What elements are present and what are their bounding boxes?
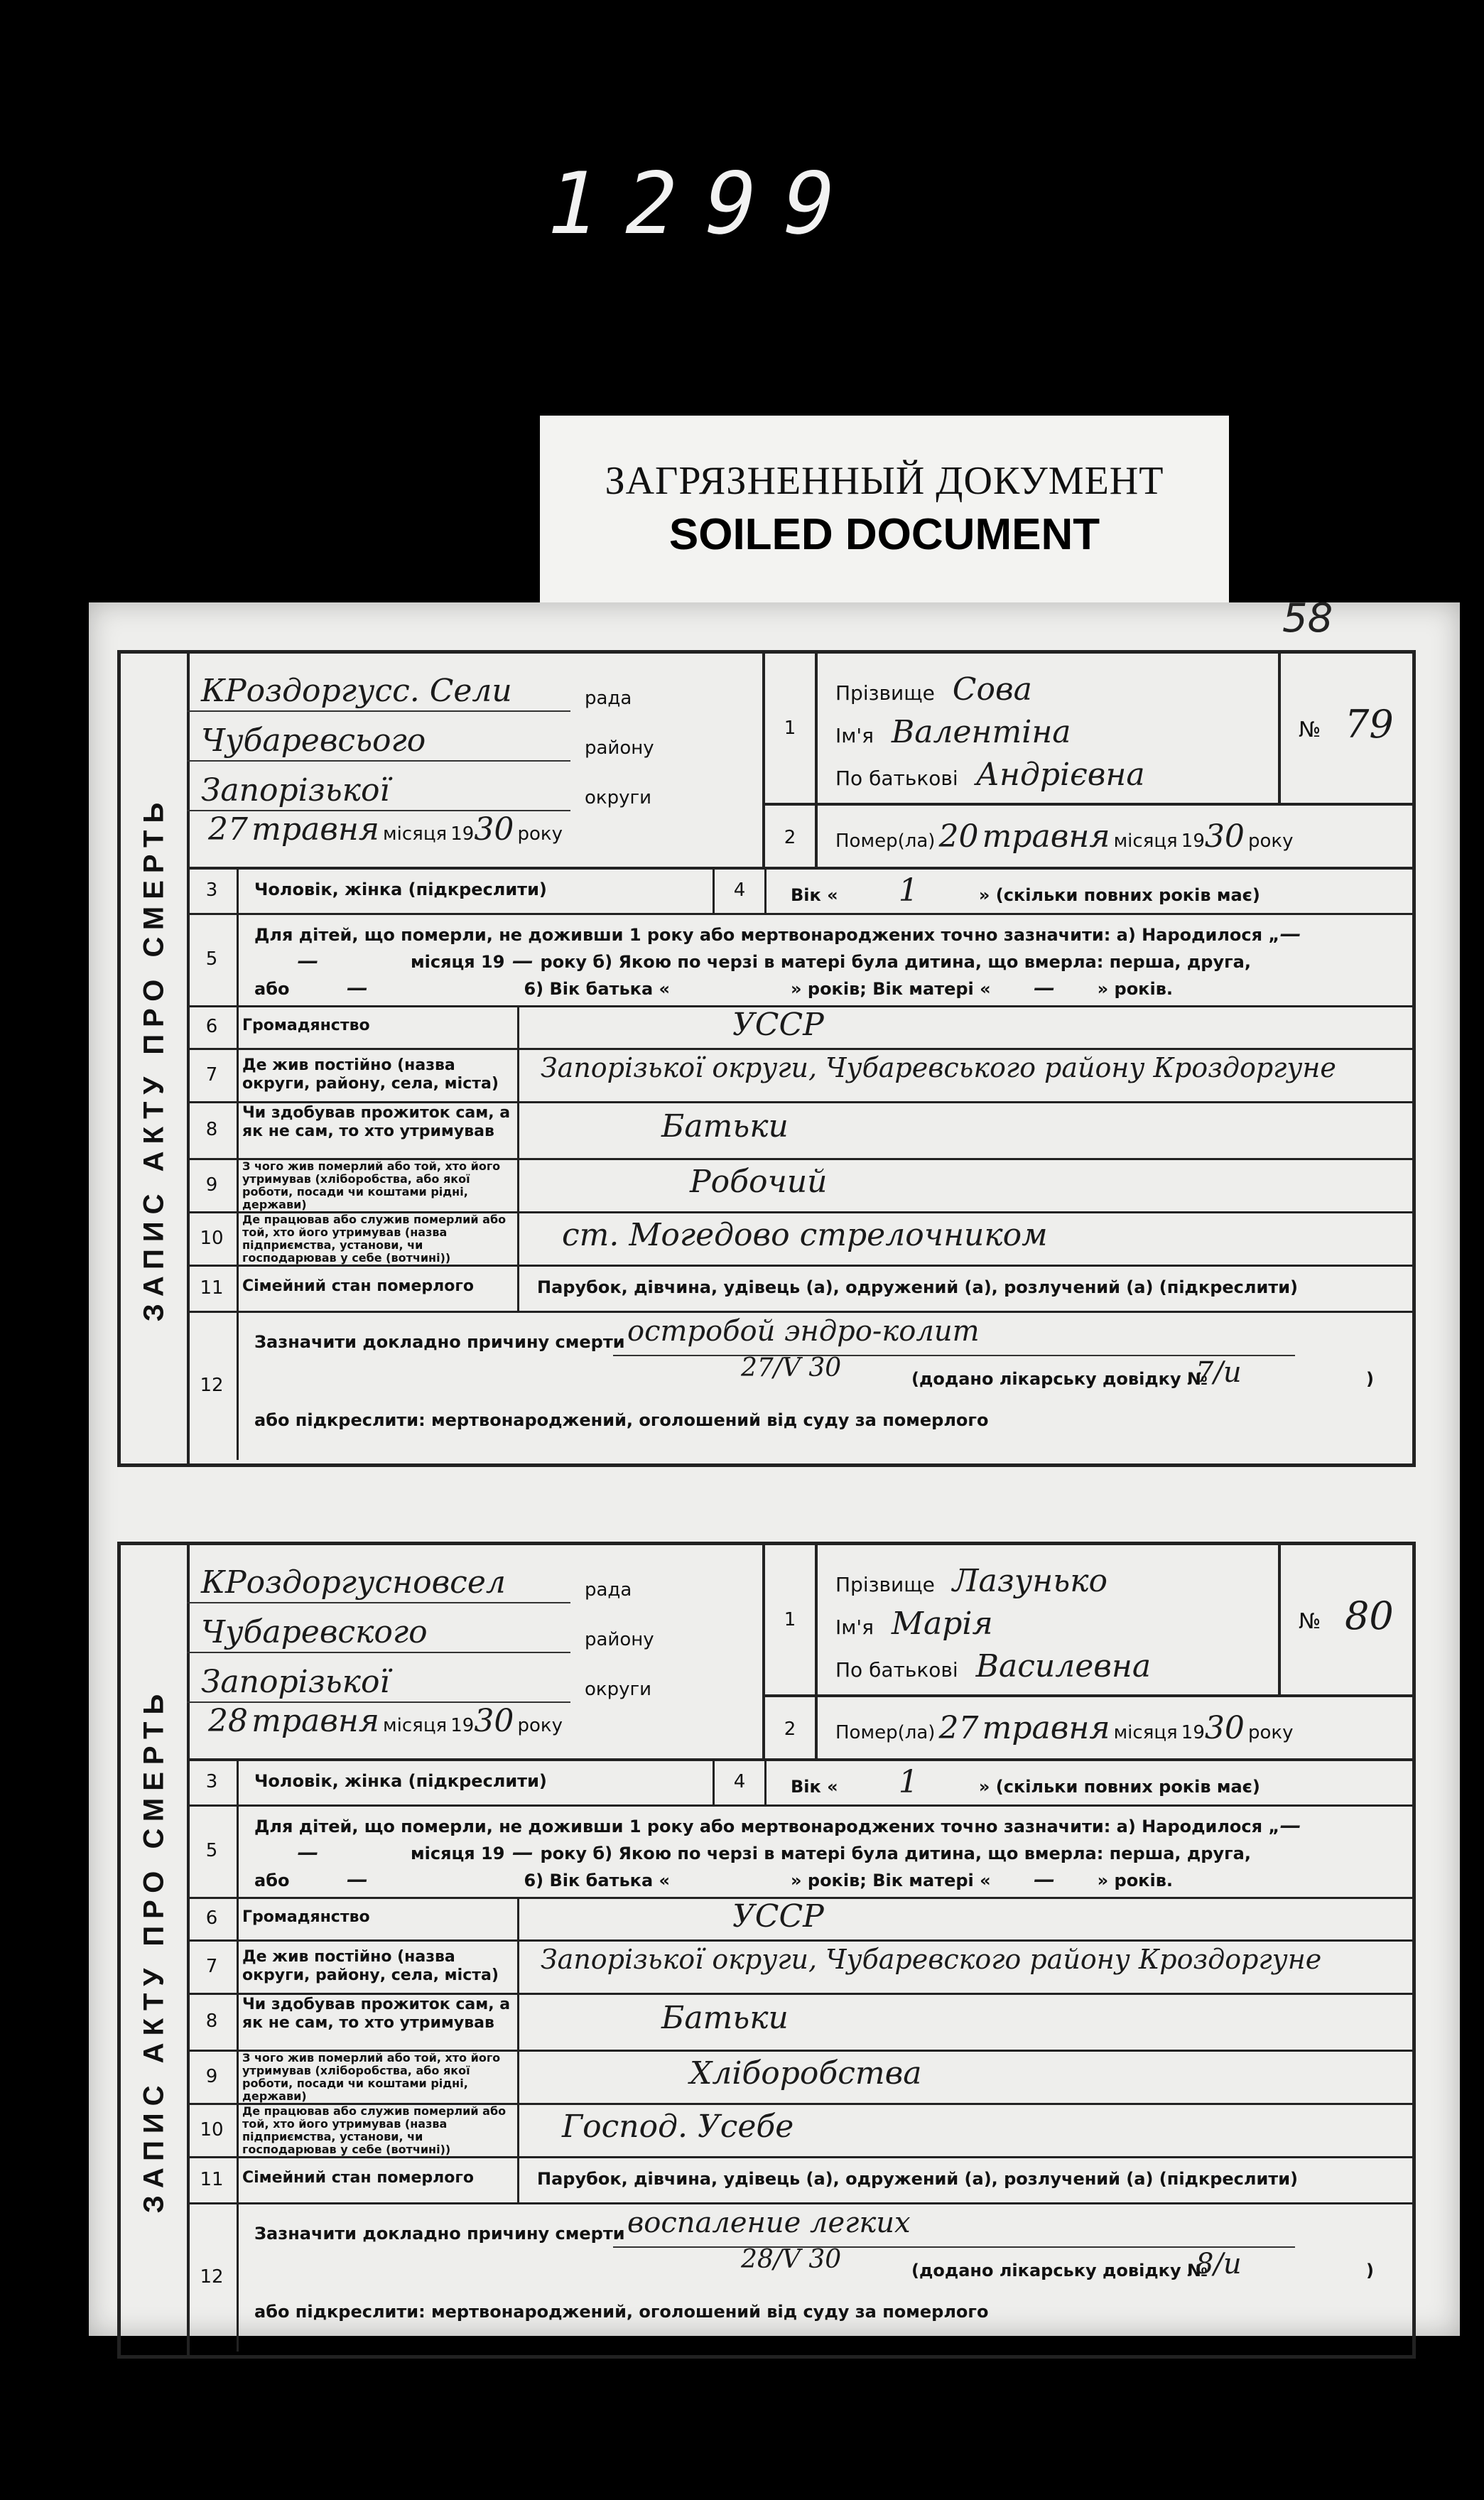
infant-text-c2: 6) Вік батька « <box>524 979 671 999</box>
rayon-label: району <box>585 737 654 759</box>
infant-text-b2: року б) Якою по черзі в матері була дитина, що вмерла: перша, друга, <box>540 1844 1251 1863</box>
age-tail: » (скільки повних років має) <box>978 885 1260 905</box>
rayon-value: Чубаревсього <box>201 723 426 759</box>
stamp-text-en: SOILED DOCUMENT <box>668 510 1100 559</box>
support-field <box>517 1101 1412 1158</box>
certificate-number: 7/и <box>1196 1356 1242 1389</box>
livelihood-value: Хліборобства <box>690 2055 922 2092</box>
patronymic-row <box>835 1648 1151 1684</box>
registration-date <box>208 811 563 848</box>
infant-text-b2: року б) Якою по черзі в матері була дитина, що вмерла: перша, друга, <box>540 952 1251 972</box>
row-3-sex-age <box>187 1758 1412 1807</box>
died-month-label: місяця <box>1113 830 1178 852</box>
registry-block <box>187 1545 755 1758</box>
row-8-support <box>187 1993 1412 2052</box>
cause-value: воспаление легких <box>627 2207 911 2239</box>
age-tail: » (скільки повних років має) <box>978 1777 1260 1797</box>
surname-row <box>835 671 1032 708</box>
okruha-line <box>187 767 570 811</box>
row-5-infant <box>187 1804 1412 1899</box>
died-label: Помер(ла) <box>835 1722 936 1743</box>
row-number-4: 4 <box>713 1758 767 1804</box>
row-12-cause <box>187 1311 1412 1460</box>
surname-label: Прізвище <box>835 681 935 705</box>
infant-text-b: місяця 19 <box>411 1844 505 1863</box>
reg-month-label: місяця <box>383 1715 448 1736</box>
name-row <box>835 1606 993 1642</box>
record-number: 80 <box>1345 1593 1394 1638</box>
livelihood-field <box>517 1158 1412 1211</box>
sex-label: Чоловік, жінка (підкреслити) <box>254 1771 547 1791</box>
side-title-text: ЗАПИС АКТУ ПРО СМЕРТЬ <box>138 1687 169 2214</box>
row-number-3: 3 <box>187 867 239 913</box>
row-number-10: 10 <box>187 1211 239 1265</box>
age-label: Вік « <box>791 885 838 905</box>
row-number-8: 8 <box>187 1993 239 2050</box>
cause-date: 27/V 30 <box>741 1353 842 1382</box>
marital-label: Сімейний стан померлого <box>242 2169 474 2187</box>
row-12-cause <box>187 2202 1412 2352</box>
row-number-1: 1 <box>762 654 818 803</box>
age-value: 1 <box>898 872 919 909</box>
record-number-label: № <box>1299 718 1321 742</box>
death-date <box>835 818 1293 855</box>
surname-value: Лазунько <box>952 1563 1107 1599</box>
death-date-row <box>814 803 1412 870</box>
cause-label: Зазначити докладно причину смерти <box>254 2224 625 2244</box>
side-title-text: ЗАПИС АКТУ ПРО СМЕРТЬ <box>138 795 169 1322</box>
record-number: 79 <box>1345 702 1394 747</box>
certificate-label: (додано лікарську довідку № <box>911 1369 1208 1389</box>
workplace-value: ст. Могедово стрелочником <box>562 1217 1048 1253</box>
rada-label: рада <box>585 1579 632 1601</box>
cause-line <box>613 2246 1295 2248</box>
workplace-label: Де працював або служив померлий або той, хто його утримував (назва підприємства, установи, чи господарював у себе (вотчині)) <box>242 2104 507 2156</box>
row-number-11: 11 <box>187 1265 239 1311</box>
okruha-value: Запорізької <box>201 1664 390 1700</box>
row-number-12: 12 <box>187 1311 239 1460</box>
rayon-value: Чубаревского <box>201 1614 428 1650</box>
reg-century: 19 <box>450 1715 475 1736</box>
reg-month: травня <box>251 1703 379 1739</box>
surname-label: Прізвище <box>835 1573 935 1596</box>
row-number-1: 1 <box>762 1545 818 1694</box>
marital-field <box>517 2156 1412 2202</box>
surname-row <box>835 1563 1107 1599</box>
marital-field <box>517 1265 1412 1311</box>
row-number-6: 6 <box>187 1897 239 1939</box>
livelihood-label: З чого жив померлий або той, хто його утримував (хліборобства, або якої роботи, посади чи коштами рідні, держави) <box>242 2051 501 2103</box>
died-label: Помер(ла) <box>835 830 936 852</box>
row-9-livelihood <box>187 2050 1412 2105</box>
reg-month: травня <box>251 811 379 848</box>
stillborn-note: або підкреслити: мертвонароджений, оголошений від суду за померлого <box>254 1410 989 1430</box>
infant-line-b <box>254 948 1251 973</box>
marital-options: Парубок, дівчина, удівець (а), одружений (а), розлучений (а) (підкреслити) <box>537 1277 1298 1297</box>
livelihood-label: З чого жив померлий або той, хто його утримував (хліборобства, або якої роботи, посади чи коштами рідні, держави) <box>242 1159 501 1211</box>
row-number-5: 5 <box>187 913 239 1005</box>
workplace-field <box>517 1211 1412 1265</box>
infant-text-c4: » років. <box>1097 979 1174 999</box>
registration-date <box>208 1703 563 1739</box>
died-month-label: місяця <box>1113 1722 1178 1743</box>
infant-text-a: Для дітей, що померли, не доживши 1 року або мертвонароджених точно зазначити: а) Народилося „ <box>254 1817 1280 1836</box>
infant-text-a: Для дітей, що померли, не доживши 1 року або мертвонароджених точно зазначити: а) Народилося „ <box>254 925 1280 945</box>
infant-dash-1: — <box>1279 1813 1301 1838</box>
citizenship-label: Громадянство <box>242 1908 370 1926</box>
rada-line <box>187 668 570 712</box>
record-number-label: № <box>1299 1609 1321 1634</box>
record-side-title <box>121 654 190 1463</box>
row-number-7: 7 <box>187 1939 239 1993</box>
sex-label: Чоловік, жінка (підкреслити) <box>254 880 547 899</box>
okruha-value: Запорізької <box>201 772 390 808</box>
rayon-label: району <box>585 1629 654 1650</box>
row-number-11: 11 <box>187 2156 239 2202</box>
workplace-label: Де працював або служив померлий або той, хто його утримував (назва підприємства, установи, чи господарював у себе (вотчині)) <box>242 1213 507 1265</box>
death-date <box>835 1710 1293 1746</box>
stillborn-note: або підкреслити: мертвонароджений, оголошений від суду за померлого <box>254 2302 989 2322</box>
died-month: травня <box>982 818 1110 855</box>
infant-dash-1: — <box>1279 921 1301 946</box>
died-day: 20 <box>938 818 979 855</box>
record-header <box>187 654 1412 870</box>
residence-value: Запорізької округи, Чубаревського району Кроздоргуне <box>541 1052 1336 1083</box>
okruha-line <box>187 1659 570 1703</box>
okruha-label: округи <box>585 787 652 808</box>
reg-century: 19 <box>450 823 475 845</box>
died-year: 30 <box>1204 818 1245 855</box>
patronymic-label: По батькові <box>835 1658 958 1682</box>
row-number-6: 6 <box>187 1005 239 1048</box>
reg-day: 27 <box>208 811 248 848</box>
support-field <box>517 1993 1412 2050</box>
infant-line-a <box>254 921 1301 946</box>
record-number-box <box>1278 1545 1412 1697</box>
support-value: Батьки <box>661 2000 789 2036</box>
row-9-livelihood <box>187 1158 1412 1213</box>
age-value: 1 <box>898 1764 919 1800</box>
stamp-text-ru: ЗАГРЯЗНЕННЫЙ ДОКУМЕНТ <box>605 459 1164 503</box>
reg-year: 30 <box>474 811 514 848</box>
reg-year-label: року <box>517 823 563 845</box>
row-10-workplace <box>187 2103 1412 2158</box>
infant-text-c4: » років. <box>1097 1871 1174 1890</box>
row-number-7: 7 <box>187 1048 239 1101</box>
name-value: Марія <box>891 1606 993 1642</box>
soiled-document-label <box>540 416 1229 611</box>
marital-label: Сімейний стан померлого <box>242 1277 474 1295</box>
rada-line <box>187 1559 570 1603</box>
died-year: 30 <box>1204 1710 1245 1746</box>
row-6-citizenship <box>187 1897 1412 1942</box>
row-number-9: 9 <box>187 1158 239 1211</box>
row-number-5: 5 <box>187 1804 239 1897</box>
row-5-infant <box>187 913 1412 1007</box>
died-year-label: року <box>1247 830 1294 852</box>
record-header <box>187 1545 1412 1761</box>
infant-line-a <box>254 1813 1301 1838</box>
surname-value: Сова <box>952 671 1032 708</box>
cause-date: 28/V 30 <box>741 2245 842 2274</box>
citizenship-label: Громадянство <box>242 1017 370 1034</box>
name-row <box>835 714 1071 750</box>
support-label: Чи здобував прожиток сам, а як не сам, то хто утримував <box>242 1996 511 2032</box>
infant-text-c3: » років; Вік матері « <box>791 1871 991 1890</box>
reg-year: 30 <box>474 1703 514 1739</box>
support-label: Чи здобував прожиток сам, а як не сам, то хто утримував <box>242 1104 511 1140</box>
infant-dash-4: — <box>346 975 368 1000</box>
name-value: Валентіна <box>891 714 1071 750</box>
rada-label: рада <box>585 688 632 709</box>
infant-dash-3: — <box>511 1840 534 1865</box>
row-6-citizenship <box>187 1005 1412 1050</box>
row-number-12: 12 <box>187 2202 239 2352</box>
row-11-marital <box>187 1265 1412 1313</box>
workplace-field <box>517 2103 1412 2156</box>
row-3-sex-age <box>187 867 1412 915</box>
infant-dash-2: — <box>297 948 318 973</box>
infant-text-c2: 6) Вік батька « <box>524 1871 671 1890</box>
patronymic-value: Андрієвна <box>975 757 1145 793</box>
died-century: 19 <box>1181 1722 1205 1743</box>
cause-label: Зазначити докладно причину смерти <box>254 1332 625 1352</box>
row-7-residence <box>187 1939 1412 1995</box>
infant-line-c <box>254 1867 1173 1892</box>
row-number-8: 8 <box>187 1101 239 1158</box>
residence-field <box>517 1048 1412 1101</box>
death-record-79 <box>117 650 1416 1467</box>
workplace-value: Господ. Усебе <box>562 2109 794 2145</box>
infant-dash-5: — <box>1033 1867 1055 1892</box>
died-day: 27 <box>938 1710 979 1746</box>
row-7-residence <box>187 1048 1412 1103</box>
citizenship-field <box>517 1897 1412 1939</box>
citizenship-field <box>517 1005 1412 1048</box>
row-11-marital <box>187 2156 1412 2204</box>
support-value: Батьки <box>661 1108 789 1145</box>
residence-label: Де жив постійно (назва округи, району, села, міста) <box>242 1056 499 1093</box>
cause-line <box>613 1355 1295 1356</box>
certificate-close: ) <box>1366 1369 1374 1389</box>
died-century: 19 <box>1181 830 1205 852</box>
reg-day: 28 <box>208 1703 248 1739</box>
row-number-3: 3 <box>187 1758 239 1804</box>
row-number-4: 4 <box>713 867 767 913</box>
patronymic-value: Василевна <box>975 1648 1152 1684</box>
row-10-workplace <box>187 1211 1412 1267</box>
rayon-line <box>187 1609 570 1653</box>
row-number-2: 2 <box>762 803 818 870</box>
infant-dash-3: — <box>511 948 534 973</box>
age-label: Вік « <box>791 1777 838 1797</box>
identity-block <box>814 654 1277 803</box>
citizenship-value: УССР <box>732 1007 824 1043</box>
cause-value: остробой эндро-колит <box>627 1315 980 1348</box>
marital-options: Парубок, дівчина, удівець (а), одружений (а), розлучений (а) (підкреслити) <box>537 2169 1298 2189</box>
record-number-box <box>1278 654 1412 806</box>
row-number-9: 9 <box>187 2050 239 2103</box>
name-label: Ім'я <box>835 1616 874 1639</box>
infant-dash-5: — <box>1033 975 1055 1000</box>
residence-field <box>517 1939 1412 1993</box>
infant-line-c <box>254 975 1173 1000</box>
died-year-label: року <box>1247 1722 1294 1743</box>
residence-label: Де жив постійно (назва округи, району, села, міста) <box>242 1948 499 1984</box>
row-number-10: 10 <box>187 2103 239 2156</box>
film-frame-number: 1299 <box>536 155 871 254</box>
rada-value: КРоздоргусновсел <box>201 1564 506 1601</box>
livelihood-field <box>517 2050 1412 2103</box>
rada-value: КРоздоргусс. Сели <box>201 673 512 709</box>
okruha-label: округи <box>585 1679 652 1700</box>
patronymic-row <box>835 757 1145 793</box>
death-date-row <box>814 1694 1412 1761</box>
death-record-80 <box>117 1542 1416 2359</box>
reg-month-label: місяця <box>383 823 448 845</box>
infant-text-b: місяця 19 <box>411 952 505 972</box>
certificate-label: (додано лікарську довідку № <box>911 2261 1208 2280</box>
identity-block <box>814 1545 1277 1694</box>
citizenship-value: УССР <box>732 1898 824 1934</box>
died-month: травня <box>982 1710 1110 1746</box>
reg-year-label: року <box>517 1715 563 1736</box>
name-label: Ім'я <box>835 724 874 747</box>
row-number-2: 2 <box>762 1694 818 1761</box>
registry-block <box>187 654 755 867</box>
infant-dash-2: — <box>297 1840 318 1865</box>
infant-text-c: або <box>254 1871 290 1890</box>
patronymic-label: По батькові <box>835 767 958 790</box>
row-8-support <box>187 1101 1412 1160</box>
page-number: 58 <box>1282 595 1333 642</box>
infant-text-c: або <box>254 979 290 999</box>
livelihood-value: Робочий <box>690 1164 828 1200</box>
certificate-number: 8/и <box>1196 2248 1242 2280</box>
infant-dash-4: — <box>346 1867 368 1892</box>
infant-text-c3: » років; Вік матері « <box>791 979 991 999</box>
rayon-line <box>187 718 570 762</box>
infant-line-b <box>254 1840 1251 1865</box>
certificate-close: ) <box>1366 2261 1374 2280</box>
age-field <box>791 872 1260 909</box>
record-side-title <box>121 1545 190 2355</box>
age-field <box>791 1764 1260 1800</box>
residence-value: Запорізької округи, Чубаревского району Кроздоргуне <box>541 1944 1322 1975</box>
